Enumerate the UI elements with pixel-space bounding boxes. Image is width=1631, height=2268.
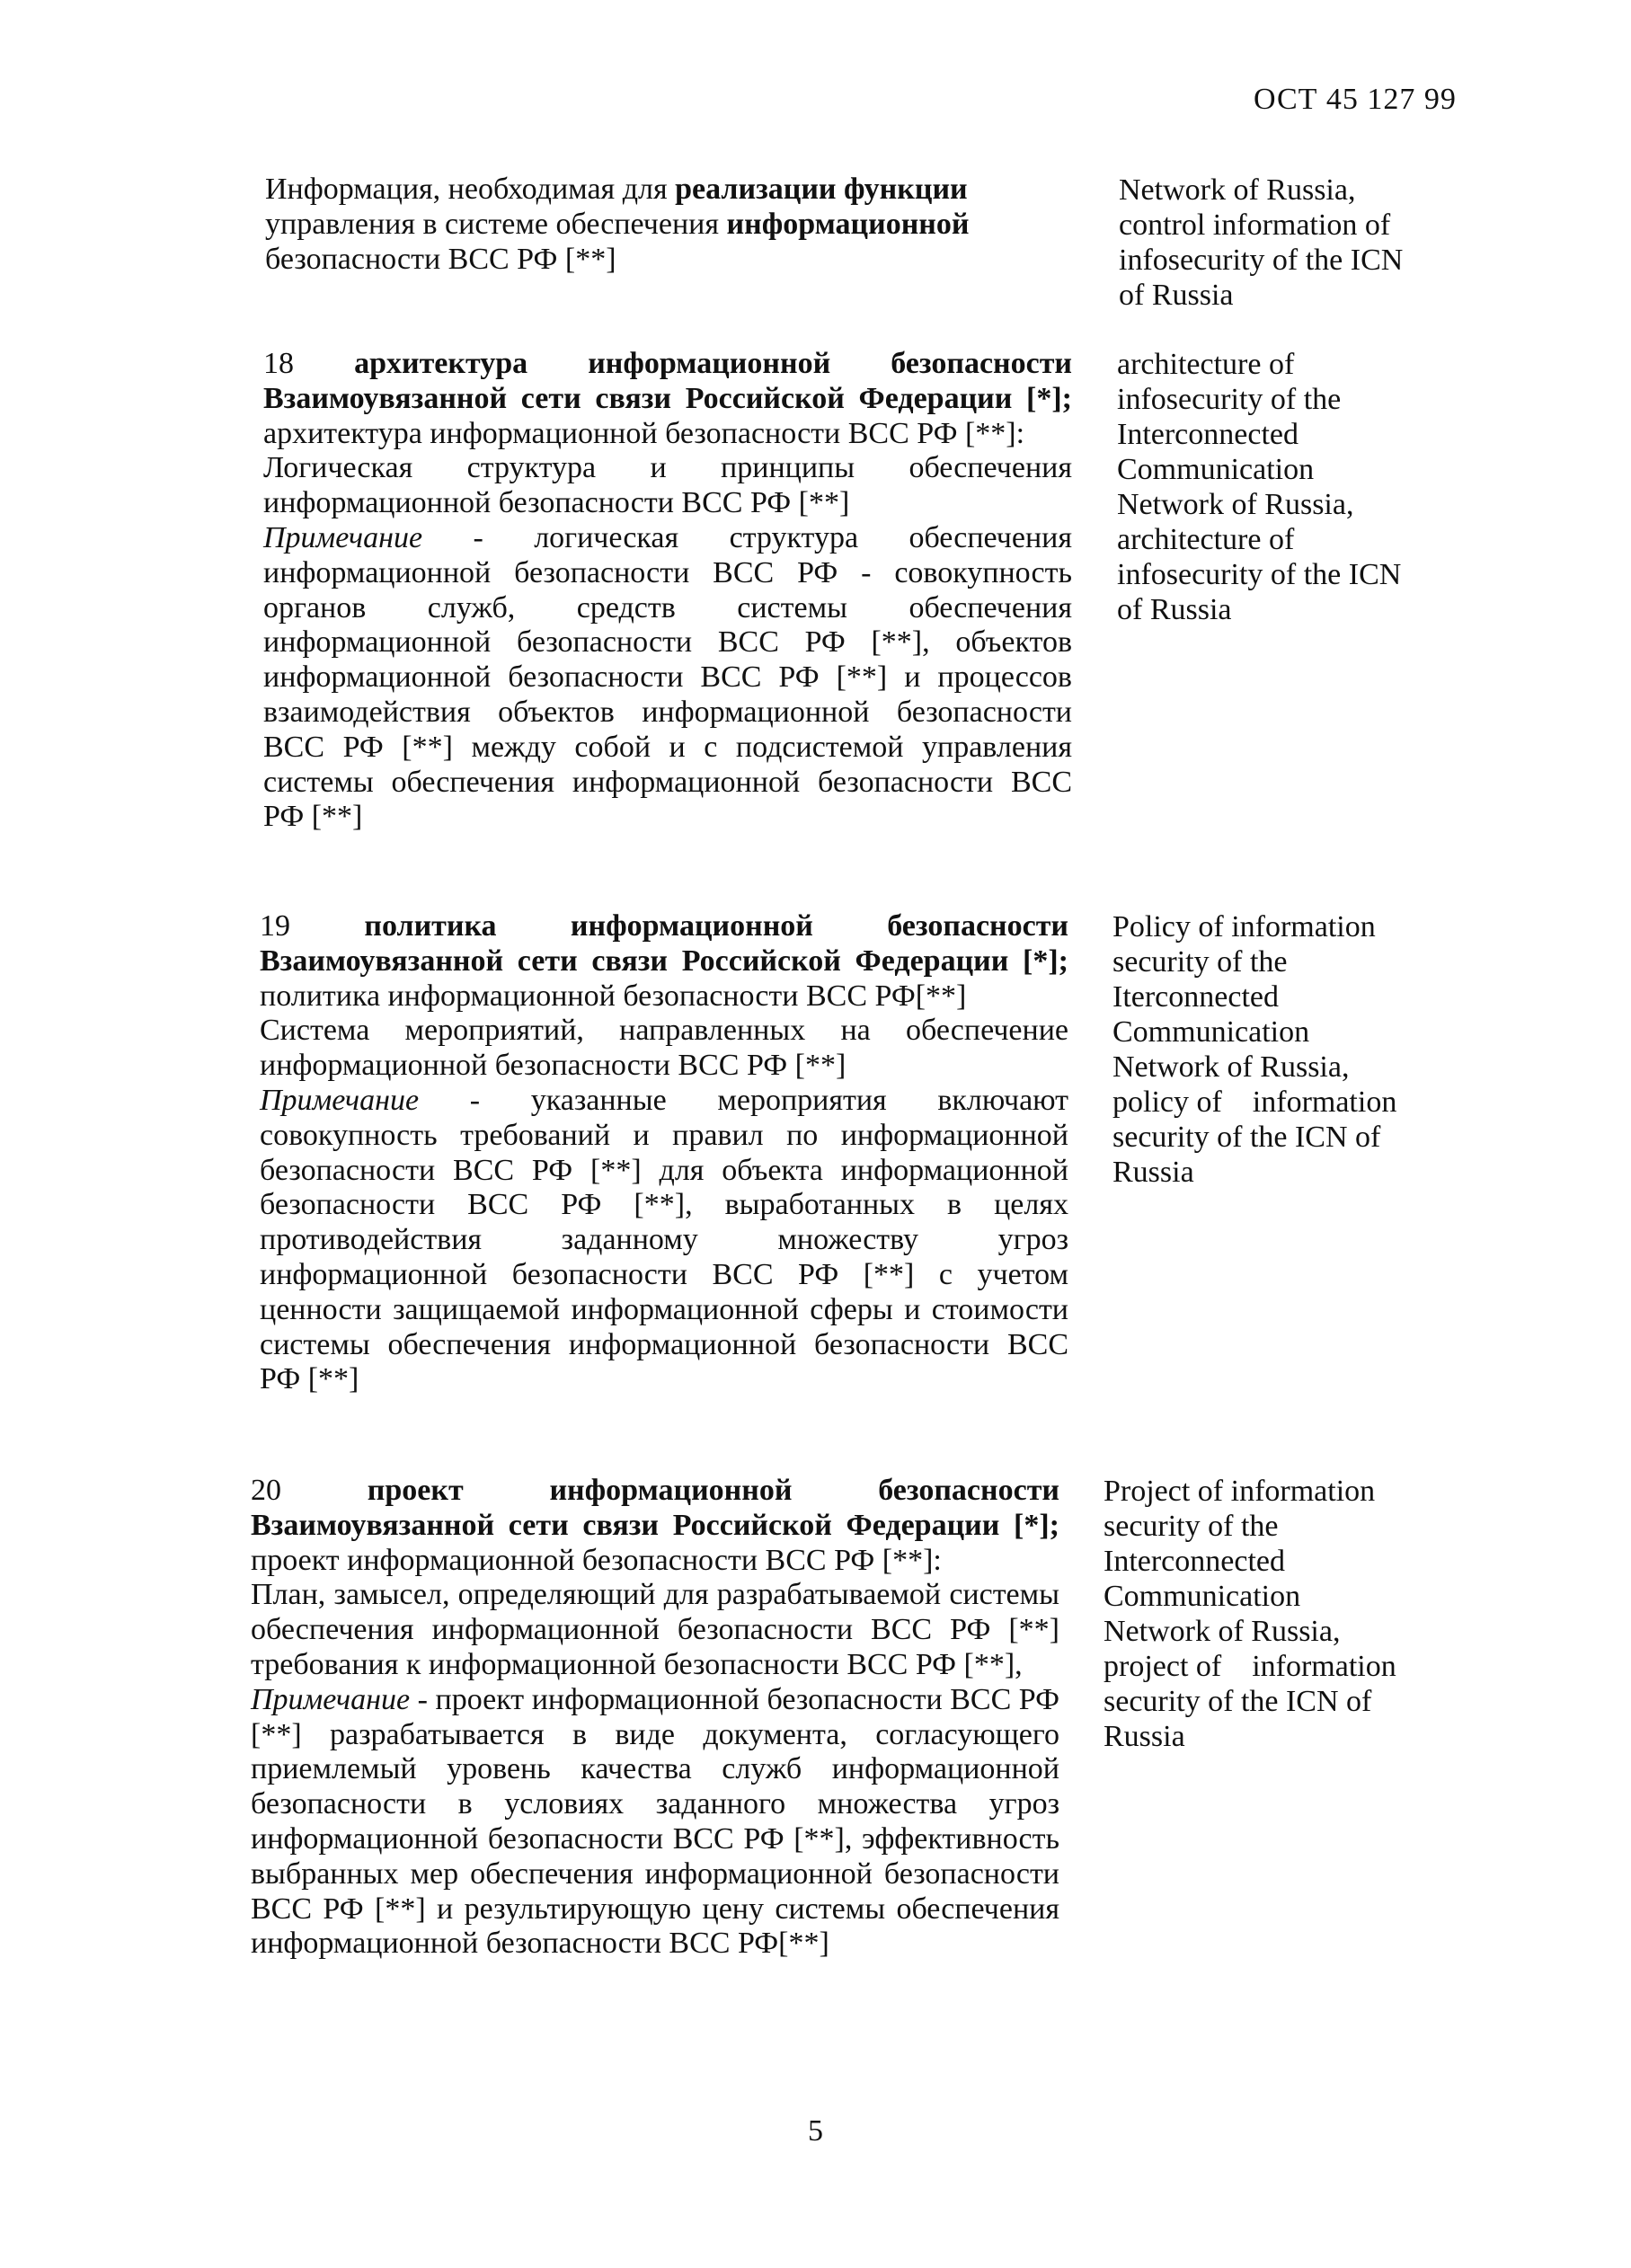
en-line: Communication — [1112, 1015, 1310, 1049]
term-18-en — [1117, 347, 1401, 627]
en-line: Russia — [1104, 1720, 1185, 1753]
en-line: Communication — [1104, 1580, 1301, 1613]
en-line: architecture of — [1117, 348, 1295, 381]
term-20-ru — [251, 1474, 1059, 1962]
term-short-form: политика информационной безопасности ВСС РФ[**] — [260, 979, 967, 1013]
term-19-heading — [260, 909, 1068, 1014]
term-19-definition: Система мероприятий, направленных на обеспечение информационной безопасности ВСС РФ [**] — [260, 1014, 1068, 1083]
term-19-note — [260, 1084, 1068, 1397]
en-line: security of the ICN of — [1104, 1685, 1372, 1718]
term-title: проект информационной безопасности Взаимоувязанной сети связи Российской Федерации [*]; — [251, 1474, 1059, 1542]
en-line: Communication — [1117, 453, 1315, 486]
en-line: of Russia — [1119, 279, 1234, 312]
term-20-heading — [251, 1474, 1059, 1578]
en-line: infosecurity of the — [1117, 383, 1342, 416]
en-line: policy of information — [1112, 1085, 1397, 1119]
en-line: Russia — [1112, 1156, 1194, 1189]
en-line: infosecurity of the ICN — [1117, 558, 1402, 591]
term-number: 20 — [251, 1474, 368, 1507]
ru-text: управления в системе обеспечения — [265, 207, 727, 241]
term-18-ru — [263, 347, 1072, 835]
note-text: - проект информационной безопасности ВСС РФ [**] разрабатывается в виде документа, согласующего приемлемый уровень качества служб информационной безопасности в условиях заданного множества угроз информационной безопасности ВСС РФ [**], эффективность выбранных мер обеспечения информационной безопасности ВСС РФ [**] и результирующую цену системы обеспечения информационной безопасности ВСС РФ[**] — [251, 1682, 1059, 1961]
page-number: 5 — [808, 2114, 823, 2148]
en-line: Iterconnected — [1112, 980, 1279, 1014]
term-number: 18 — [263, 347, 355, 380]
term-18-note — [263, 521, 1072, 835]
en-line: security of the — [1104, 1510, 1279, 1543]
en-line: Network of Russia, — [1104, 1615, 1341, 1648]
entry-continuation-en — [1119, 173, 1403, 313]
note-text: - логическая структура обеспечения информационной безопасности ВСС РФ - совокупность органов служб, средств системы обеспечения информационной безопасности ВСС РФ [**], объектов информационной безопасности ВСС РФ [**] и процессов взаимодействия объектов информационной безопасности ВСС РФ [**] между собой и с подсистемой управления системы обеспечения информационной безопасности ВСС РФ [**] — [263, 520, 1072, 834]
ru-line — [265, 173, 1074, 208]
en-line: security of the ICN of — [1112, 1121, 1381, 1154]
en-line: Network of Russia, — [1119, 173, 1356, 207]
en-line: Interconnected — [1117, 418, 1299, 451]
en-line: Policy of information — [1112, 910, 1376, 944]
term-20-definition: План, замысел, определяющий для разрабатываемой системы обеспечения информационной безопасности ВСС РФ [**] требования к информационной безопасности ВСС РФ [**], — [251, 1578, 1059, 1681]
en-line: Network of Russia, — [1112, 1050, 1350, 1084]
term-19-en — [1112, 909, 1396, 1190]
document-code: ОСТ 45 127 99 — [1254, 83, 1457, 116]
term-19-ru — [260, 909, 1068, 1397]
term-18-definition: Логическая структура и принципы обеспечения информационной безопасности ВСС РФ [**] — [263, 451, 1072, 520]
en-line: of Russia — [1117, 593, 1232, 626]
note-label: Примечание — [263, 520, 423, 554]
term-short-form: архитектура информационной безопасности ВСС РФ [**]: — [263, 416, 1025, 450]
term-20-note — [251, 1683, 1059, 1962]
note-text: - указанные мероприятия включают совокупность требований и правил по информационной безопасности ВСС РФ [**] для объекта информационной безопасности ВСС РФ [**], выработанных в целях противодействия заданному множеству угроз информационной безопасности ВСС РФ [**] с учетом ценности защищаемой информационной сферы и стоимости системы обеспечения информационной безопасности ВСС РФ [**] — [260, 1083, 1068, 1396]
term-number: 19 — [260, 909, 365, 943]
en-line: infosecurity of the ICN — [1119, 244, 1404, 277]
ru-bold-text: реализации функции — [675, 173, 968, 206]
ru-text: Информация, необходимая для — [265, 173, 676, 206]
term-short-form: проект информационной безопасности ВСС РФ [**]: — [251, 1543, 942, 1577]
ru-line: безопасности ВСС РФ [**] — [265, 242, 616, 276]
term-title: архитектура информационной безопасности Взаимоувязанной сети связи Российской Федерации [*]; — [263, 347, 1073, 415]
term-20-en — [1104, 1474, 1396, 1754]
en-line: security of the — [1112, 945, 1288, 979]
en-line: project of information — [1104, 1650, 1396, 1683]
term-title: политика информационной безопасности Взаимоувязанной сети связи Российской Федерации [*]; — [260, 909, 1069, 978]
note-label: Примечание — [251, 1682, 411, 1716]
en-line: Interconnected — [1104, 1545, 1285, 1578]
note-label: Примечание — [260, 1083, 420, 1117]
en-line: Project of information — [1104, 1475, 1376, 1508]
ru-bold-text: информационной — [726, 207, 970, 241]
en-line: control information of — [1119, 208, 1391, 242]
ru-line — [265, 208, 1074, 243]
term-18-heading — [263, 347, 1072, 451]
en-line: Network of Russia, — [1117, 488, 1354, 521]
en-line: architecture of — [1117, 523, 1295, 556]
entry-continuation-ru — [265, 173, 1074, 277]
